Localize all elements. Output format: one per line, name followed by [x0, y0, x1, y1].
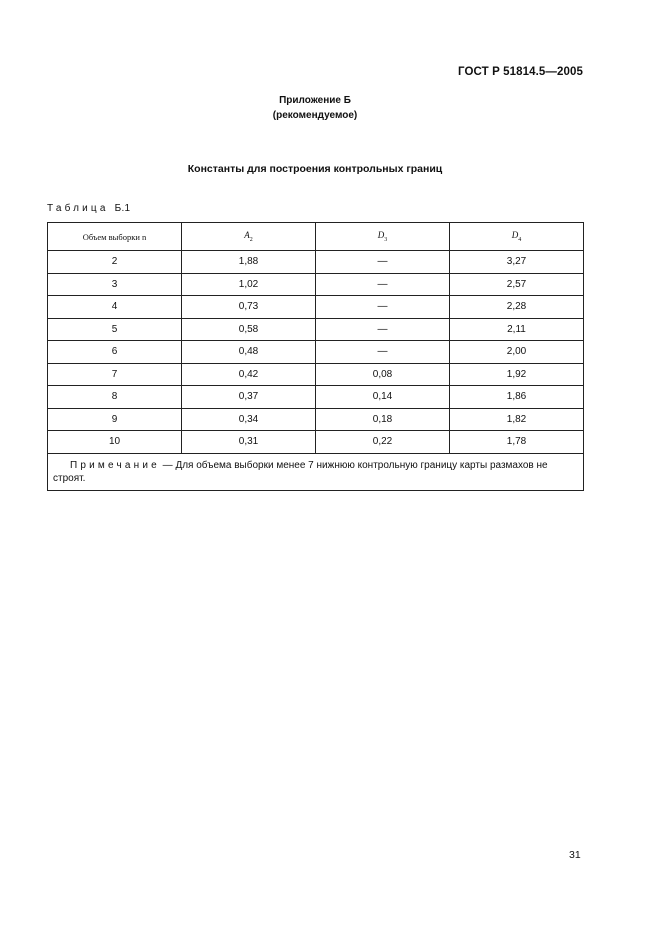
table-caption-prefix: Таблица — [47, 203, 109, 214]
table-row — [48, 251, 584, 274]
cell-d3: 0,08 — [316, 363, 450, 386]
cell-n: 6 — [48, 341, 182, 364]
table-row — [48, 408, 584, 431]
column-header-sample-size: Объем выборки n — [48, 223, 182, 251]
column-header-d4 — [450, 223, 584, 251]
column-header-a2 — [182, 223, 316, 251]
cell-d4: 2,28 — [450, 296, 584, 319]
cell-a2: 0,37 — [182, 386, 316, 409]
cell-n: 8 — [48, 386, 182, 409]
column-header-d3 — [316, 223, 450, 251]
cell-a2: 0,42 — [182, 363, 316, 386]
cell-n: 9 — [48, 408, 182, 431]
cell-d3: — — [316, 273, 450, 296]
cell-d4: 1,82 — [450, 408, 584, 431]
a2-letter: A — [244, 230, 250, 241]
cell-d3: — — [316, 318, 450, 341]
cell-a2: 1,02 — [182, 273, 316, 296]
cell-n: 7 — [48, 363, 182, 386]
appendix-label: Приложение Б — [279, 95, 351, 106]
d4-subscript: 4 — [518, 236, 522, 243]
table-caption — [47, 203, 130, 214]
section-title: Константы для построения контрольных границ — [187, 163, 443, 175]
cell-d3: 0,14 — [316, 386, 450, 409]
note-label: Примечание — [70, 459, 160, 471]
cell-d4: 1,78 — [450, 431, 584, 454]
cell-a2: 0,73 — [182, 296, 316, 319]
cell-d4: 1,92 — [450, 363, 584, 386]
cell-d4: 2,11 — [450, 318, 584, 341]
cell-d4: 2,00 — [450, 341, 584, 364]
cell-a2: 0,58 — [182, 318, 316, 341]
appendix-status: (рекомендуемое) — [272, 110, 358, 121]
table-row — [48, 273, 584, 296]
page-number: 31 — [569, 849, 581, 861]
cell-a2: 1,88 — [182, 251, 316, 274]
cell-n: 3 — [48, 273, 182, 296]
a2-subscript: 2 — [249, 236, 253, 243]
cell-a2: 0,34 — [182, 408, 316, 431]
cell-d3: — — [316, 341, 450, 364]
cell-d3: 0,22 — [316, 431, 450, 454]
cell-a2: 0,48 — [182, 341, 316, 364]
cell-n: 2 — [48, 251, 182, 274]
appendix-heading — [0, 93, 630, 123]
table-row — [48, 363, 584, 386]
cell-n: 10 — [48, 431, 182, 454]
d3-letter: D — [377, 230, 385, 241]
d4-letter: D — [511, 230, 519, 241]
cell-d3: — — [316, 251, 450, 274]
cell-n: 4 — [48, 296, 182, 319]
table-row — [48, 431, 584, 454]
table-row — [48, 341, 584, 364]
cell-d4: 2,57 — [450, 273, 584, 296]
constants-table — [47, 222, 584, 491]
document-code: ГОСТ Р 51814.5—2005 — [458, 66, 583, 78]
cell-d4: 3,27 — [450, 251, 584, 274]
cell-n: 5 — [48, 318, 182, 341]
cell-d3: 0,18 — [316, 408, 450, 431]
cell-d3: — — [316, 296, 450, 319]
cell-a2: 0,31 — [182, 431, 316, 454]
d3-subscript: 3 — [384, 236, 388, 243]
note-text: — Для объема выборки менее 7 нижнюю контрольную границу карты размахов не строят. — [53, 459, 548, 484]
table-row — [48, 296, 584, 319]
table-note-row — [48, 453, 584, 490]
table-caption-number: Б.1 — [114, 203, 131, 214]
table-row — [48, 318, 584, 341]
table-row — [48, 386, 584, 409]
cell-d4: 1,86 — [450, 386, 584, 409]
table-note — [48, 453, 584, 490]
table-header-row — [48, 223, 584, 251]
